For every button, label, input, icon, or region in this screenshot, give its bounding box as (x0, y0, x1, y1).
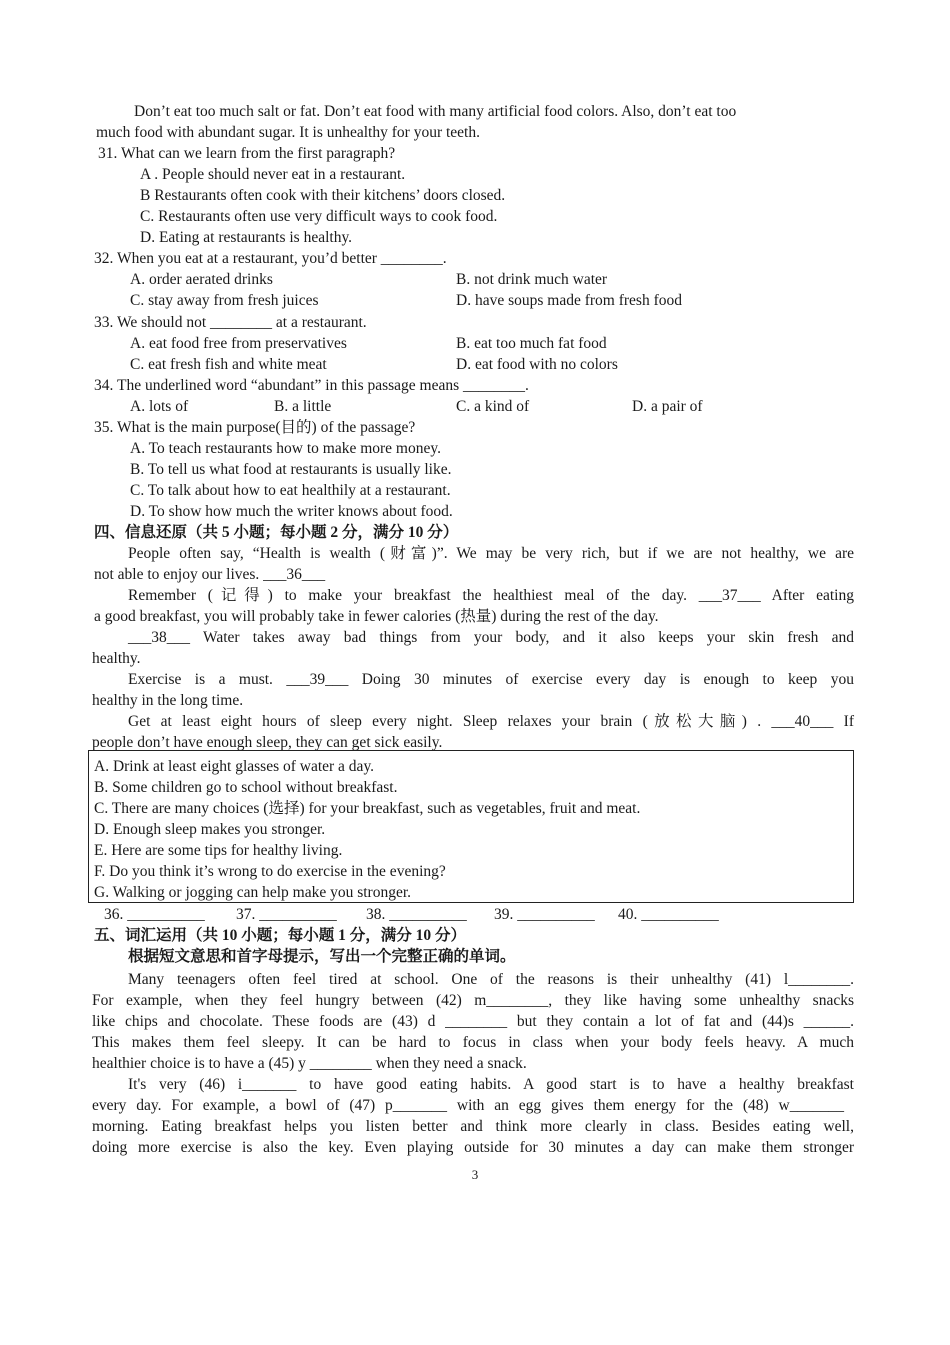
box-option: B. Some children go to school without breakfast. (94, 779, 398, 796)
paragraph-line: healthy in the long time. (92, 692, 244, 709)
box-option: E. Here are some tips for healthy living. (94, 842, 343, 859)
box-option: F. Do you think it’s wrong to do exercise in the evening? (94, 863, 446, 880)
option: C. To talk about how to eat healthily at a restaurant. (130, 482, 451, 499)
paragraph-line: For example, when they feel hungry between (42) m________, they like having some unhealthy snacks (92, 992, 854, 1009)
question-stem-31: 31. What can we learn from the first paragraph? (98, 145, 396, 162)
paragraph-line: healthy. (92, 650, 141, 667)
option: B. To tell us what food at restaurants is usually like. (130, 461, 452, 478)
paragraph-line: morning. Eating breakfast helps you listen better and think more clearly in class. Besides eating well, (92, 1118, 854, 1135)
section-heading-5: 五、词汇运用（共 10 小题；每小题 1 分，满分 10 分） (94, 927, 467, 944)
option: A. eat food free from preservatives (130, 335, 347, 352)
answer-blank-38[interactable]: 38. __________ (366, 906, 467, 923)
paragraph-line: doing more exercise is also the key. Even playing outside for 30 minutes a day can make them stronger (92, 1139, 854, 1156)
paragraph-line: healthier choice is to have a (45) y ________ when they need a snack. (92, 1055, 527, 1072)
paragraph-line: not able to enjoy our lives. ___36___ (94, 566, 326, 583)
option: C. Restaurants often use very difficult ways to cook food. (140, 208, 498, 225)
option: B. eat too much fat food (456, 335, 607, 352)
box-option: C. There are many choices (选择) for your breakfast, such as vegetables, fruit and meat. (94, 800, 641, 817)
box-option: D. Enough sleep makes you stronger. (94, 821, 326, 838)
question-stem-33: 33. We should not ________ at a restaurant. (94, 314, 367, 331)
question-stem-35: 35. What is the main purpose(目的) of the passage? (94, 419, 416, 436)
question-stem-34: 34. The underlined word “abundant” in this passage means ________. (94, 377, 529, 394)
option: D. eat food with no colors (456, 356, 618, 373)
box-option: G. Walking or jogging can help make you stronger. (94, 884, 412, 901)
option: C. a kind of (456, 398, 530, 415)
passage-line: Don’t eat too much salt or fat. Don’t eat food with many artificial food colors. Also, don’t eat too (134, 103, 737, 120)
paragraph-line: people don’t have enough sleep, they can get sick easily. (92, 734, 443, 751)
option: D. a pair of (632, 398, 703, 415)
box-option: A. Drink at least eight glasses of water a day. (94, 758, 375, 775)
paragraph-line: People often say, “Health is wealth (财富)”. We may be very rich, but if we are not healthy, we are (128, 545, 854, 562)
section-heading-4: 四、信息还原（共 5 小题；每小题 2 分，满分 10 分） (94, 524, 459, 541)
answer-blank-39[interactable]: 39. __________ (494, 906, 595, 923)
paragraph-line: like chips and chocolate. These foods are (43) d ________ but they contain a lot of fat and (44)s ______. (92, 1013, 854, 1030)
paragraph-line: It's very (46) i_______ to have good eating habits. A good start is to have a healthy breakfast (128, 1076, 854, 1093)
section-instruction: 根据短文意思和首字母提示，写出一个完整正确的单词。 (128, 948, 516, 965)
option: D. To show how much the writer knows about food. (130, 503, 453, 520)
paragraph-line: a good breakfast, you will probably take in fewer calories (热量) during the rest of the day. (94, 608, 659, 625)
option: A. To teach restaurants how to make more money. (130, 440, 441, 457)
paragraph-line: ___38___ Water takes away bad things from your body, and it also keeps your skin fresh and (128, 629, 854, 646)
option: D. have soups made from fresh food (456, 292, 682, 309)
paragraph-line: every day. For example, a bowl of (47) p_______ with an egg gives them energy for the (48) w_______ (92, 1097, 844, 1114)
option: B. a little (274, 398, 332, 415)
option: A. lots of (130, 398, 189, 415)
answer-blank-40[interactable]: 40. __________ (618, 906, 719, 923)
page-number: 3 (471, 1167, 479, 1182)
paragraph-line: Many teenagers often feel tired at school. One of the reasons is their unhealthy (41) l________. (128, 971, 854, 988)
option: A . People should never eat in a restaurant. (140, 166, 406, 183)
option: B. not drink much water (456, 271, 608, 288)
paragraph-line: This makes them feel sleepy. It can be hard to focus in class when your body feels heavy. A much (92, 1034, 854, 1051)
answer-blank-36[interactable]: 36. __________ (104, 906, 205, 923)
paragraph-line: Remember (记得) to make your breakfast the healthiest meal of the day. ___37___ After eating (128, 587, 854, 604)
question-stem-32: 32. When you eat at a restaurant, you’d better ________. (94, 250, 447, 267)
option: C. stay away from fresh juices (130, 292, 319, 309)
option: A. order aerated drinks (130, 271, 273, 288)
option: C. eat fresh fish and white meat (130, 356, 327, 373)
option: B Restaurants often cook with their kitchens’ doors closed. (140, 187, 506, 204)
answer-blank-37[interactable]: 37. __________ (236, 906, 337, 923)
passage-line: much food with abundant sugar. It is unhealthy for your teeth. (96, 124, 480, 141)
paragraph-line: Exercise is a must. ___39___ Doing 30 minutes of exercise every day is enough to keep you (128, 671, 854, 688)
paragraph-line: Get at least eight hours of sleep every night. Sleep relaxes your brain (放松大脑) . ___40___ If (128, 713, 854, 730)
option: D. Eating at restaurants is healthy. (140, 229, 353, 246)
